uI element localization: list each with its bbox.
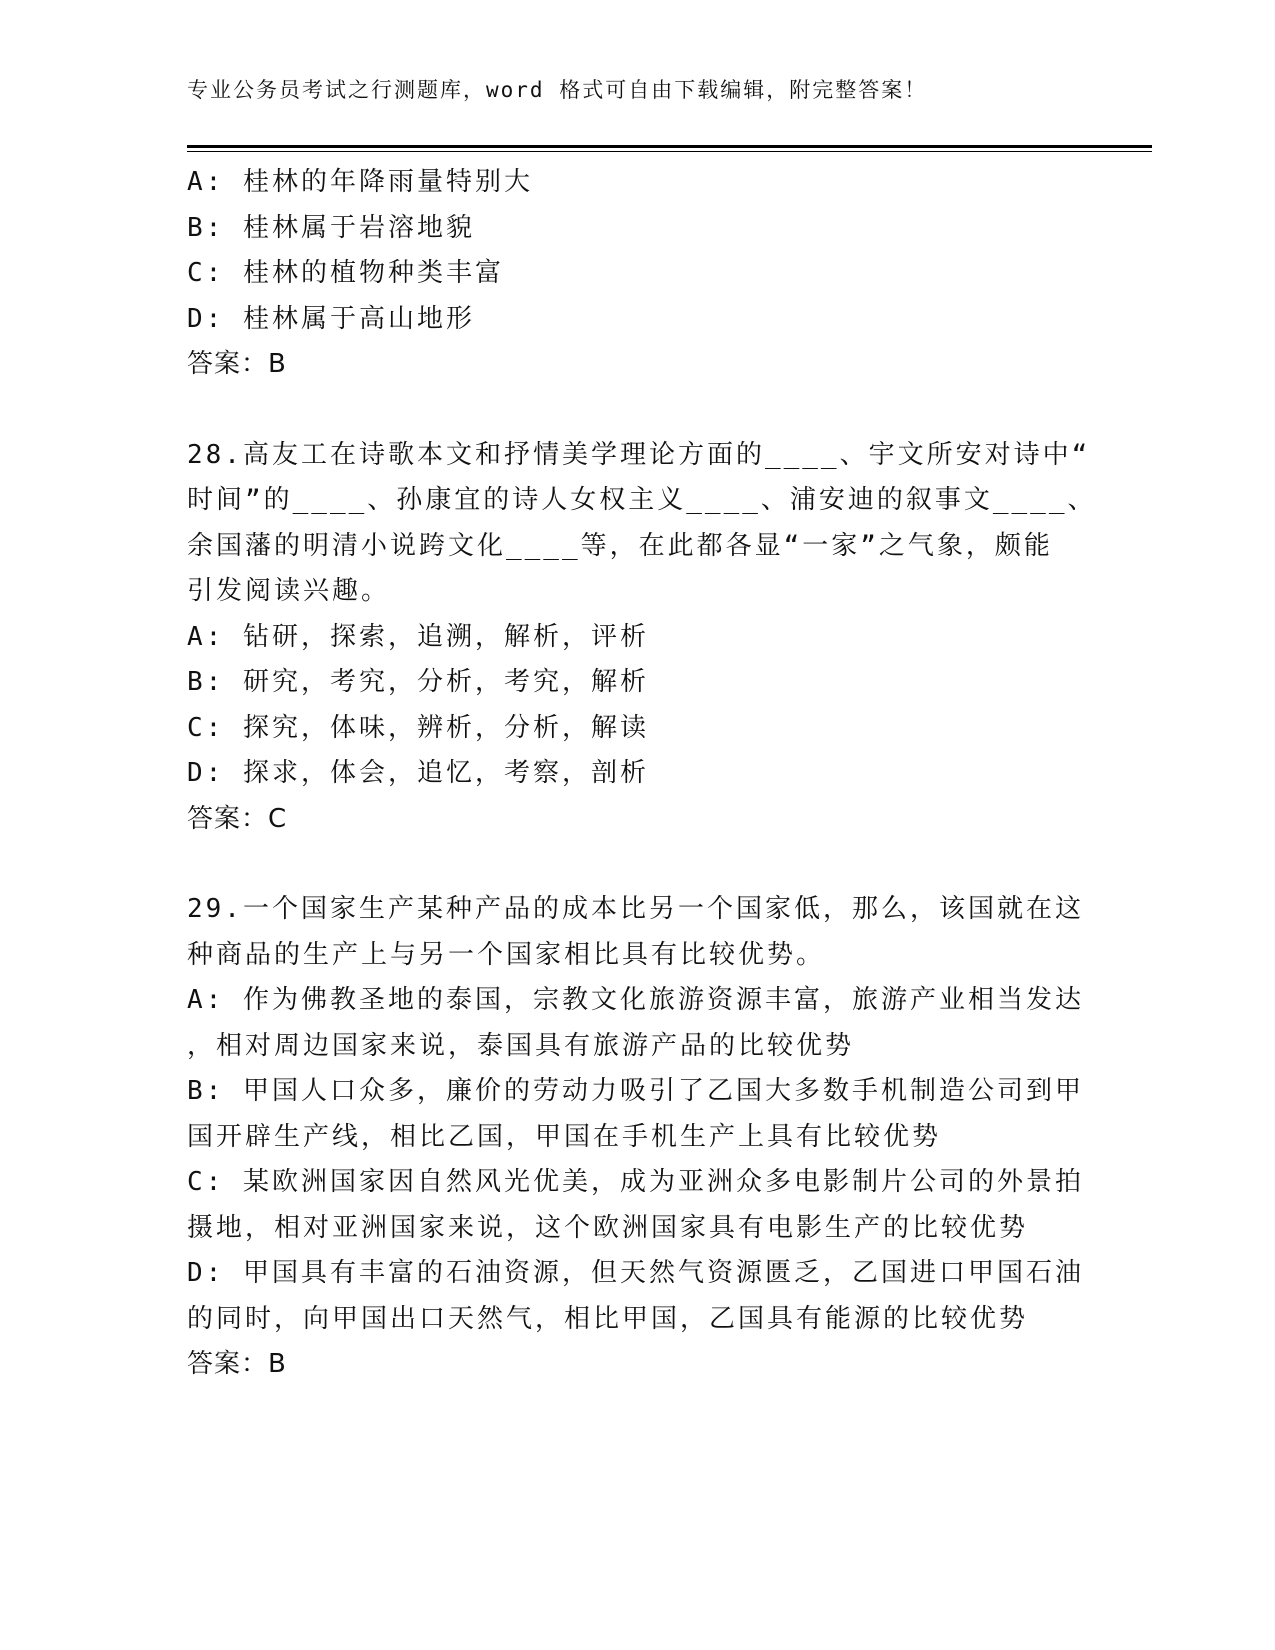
spacer (187, 842, 1087, 887)
question-stem-line: 29.一个国家生产某种产品的成本比另一个国家低，那么，该国就在这 (187, 894, 1084, 924)
question-content (187, 160, 1097, 1388)
page-header: 专业公务员考试之行测题库，word 格式可自由下载编辑，附完整答案！ (187, 78, 928, 102)
question-stem-line: 28.高友工在诗歌本文和抒情美学理论方面的____、宇文所安对诗中“ (187, 439, 1091, 470)
option-c-continued: 摄地，相对亚洲国家来说，这个欧洲国家具有电影生产的比较优势 (187, 1212, 1029, 1243)
option-c: C: 探究，体味，辨析，分析，解读 (187, 712, 649, 743)
option-d: D: 桂林属于高山地形 (187, 303, 475, 334)
option-d: D: 探求，体会，追忆，考察，剖析 (187, 758, 649, 788)
question-stem-line: 种商品的生产上与另一个国家相比具有比较优势。 (187, 939, 826, 970)
option-a: A: 桂林的年降雨量特别大 (187, 167, 533, 197)
option-a-continued: ，相对周边国家来说，泰国具有旅游产品的比较优势 (187, 1030, 855, 1061)
header-rule-thick (187, 145, 1152, 148)
answer: 答案：B (187, 349, 287, 379)
option-b: B: 研究，考究，分析，考究，解析 (187, 667, 649, 697)
question-stem-line: 时间”的____、孙康宜的诗人女权主义____、浦安迪的叙事文____、 (187, 485, 1097, 515)
option-a: A: 作为佛教圣地的泰国，宗教文化旅游资源丰富，旅游产业相当发达 (187, 985, 1084, 1015)
option-c: C: 某欧洲国家因自然风光优美，成为亚洲众多电影制片公司的外景拍 (187, 1167, 1084, 1197)
option-b: B: 桂林属于岩溶地貌 (187, 212, 475, 243)
question-28 (187, 433, 1097, 843)
option-b: B: 甲国人口众多，廉价的劳动力吸引了乙国大多数手机制造公司到甲 (187, 1076, 1084, 1106)
spacer (187, 388, 1087, 433)
option-b-continued: 国开辟生产线，相比乙国，甲国在手机生产上具有比较优势 (187, 1121, 942, 1152)
question-29 (187, 887, 1087, 1388)
answer: 答案：B (187, 1349, 287, 1379)
option-c: C: 桂林的植物种类丰富 (187, 258, 504, 288)
answer: 答案：C (187, 803, 288, 834)
question-stem-line: 余国藩的明清小说跨文化____等，在此都各显“一家”之气象，颇能 (187, 530, 1053, 561)
header-rule-thin (187, 151, 1152, 152)
question-27 (187, 160, 1087, 388)
option-d: D: 甲国具有丰富的石油资源，但天然气资源匮乏，乙国进口甲国石油 (187, 1258, 1084, 1288)
question-stem-line: 引发阅读兴趣。 (187, 576, 391, 606)
option-a: A: 钻研，探索，追溯，解析，评析 (187, 621, 649, 652)
option-d-continued: 的同时，向甲国出口天然气，相比甲国，乙国具有能源的比较优势 (187, 1303, 1029, 1334)
